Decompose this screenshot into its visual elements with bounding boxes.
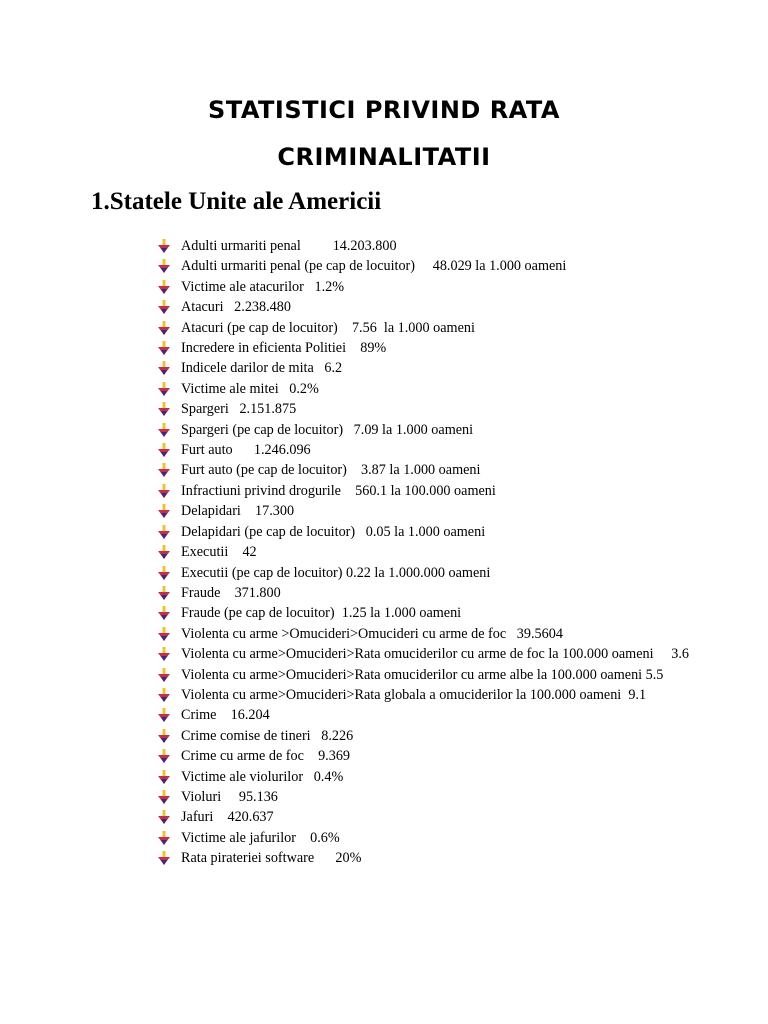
list-item-text: Adulti urmariti penal 14.203.800 [181, 238, 397, 254]
list-item [158, 644, 698, 664]
arrow-down-bullet-icon [158, 831, 170, 845]
list-item-text: Violuri 95.136 [181, 788, 278, 805]
arrow-down-bullet-icon [158, 647, 170, 661]
list-item-text: Victime ale mitei 0.2% [181, 380, 319, 397]
list-item-text: Fraude 371.800 [181, 584, 281, 601]
list-item [158, 460, 698, 480]
arrow-down-bullet-icon [158, 708, 170, 722]
arrow-down-bullet-icon [158, 382, 170, 396]
list-item [158, 440, 698, 460]
list-item [158, 338, 698, 358]
list-item-text: Adulti urmariti penal (pe cap de locuitor) 48.029 la 1.000 oameni [181, 258, 567, 275]
list-item-text: Infractiuni privind drogurile 560.1 la 100.000 oameni [181, 482, 496, 499]
arrow-down-bullet-icon [158, 851, 170, 865]
list-item [158, 828, 698, 848]
list-item-text: Crime comise de tineri 8.226 [181, 727, 354, 744]
arrow-down-bullet-icon [158, 402, 170, 416]
list-item [158, 665, 698, 685]
arrow-down-bullet-icon [158, 463, 170, 477]
list-item-text: Crime 16.204 [181, 707, 270, 724]
list-item [158, 767, 698, 787]
arrow-down-bullet-icon [158, 790, 170, 804]
section-heading: 1.Statele Unite ale Americii [91, 188, 382, 215]
list-item [158, 501, 698, 521]
list-item-text: Crime cu arme de foc 9.369 [181, 748, 351, 765]
list-item [158, 481, 698, 501]
document-title-line-1: STATISTICI PRIVIND RATA [208, 96, 560, 124]
list-item-text: Violenta cu arme>Omucideri>Rata omuciderilor cu arme albe la 100.000 oameni 5.5 [181, 666, 664, 683]
list-item [158, 583, 698, 603]
list-item-text: Jafuri 420.637 [181, 809, 274, 826]
arrow-down-bullet-icon [158, 627, 170, 641]
arrow-down-bullet-icon [158, 668, 170, 682]
document-title-line-2: CRIMINALITATII [277, 143, 491, 171]
list-item-text: Rata pirateriei software 20% [181, 850, 362, 867]
arrow-down-bullet-icon [158, 525, 170, 539]
list-item [158, 297, 698, 317]
arrow-down-bullet-icon [158, 770, 170, 784]
list-item-text: Victime ale violurilor 0.4% [181, 768, 344, 785]
list-item [158, 542, 698, 562]
arrow-down-bullet-icon [158, 586, 170, 600]
list-item [158, 726, 698, 746]
list-item [158, 399, 698, 419]
arrow-down-bullet-icon [158, 484, 170, 498]
list-item [158, 603, 698, 623]
list-item-text: Violenta cu arme>Omucideri>Rata omuciderilor cu arme de foc la 100.000 oameni 3.6 [181, 646, 689, 663]
list-item [158, 522, 698, 542]
arrow-down-bullet-icon [158, 504, 170, 518]
arrow-down-bullet-icon [158, 810, 170, 824]
list-item [158, 563, 698, 583]
list-item-text: Atacuri 2.238.480 [181, 299, 291, 316]
arrow-down-bullet-icon [158, 259, 170, 273]
arrow-down-bullet-icon [158, 729, 170, 743]
list-item [158, 379, 698, 399]
arrow-down-bullet-icon [158, 341, 170, 355]
list-item [158, 848, 698, 868]
arrow-down-bullet-icon [158, 300, 170, 314]
list-item [158, 624, 698, 644]
arrow-down-bullet-icon [158, 280, 170, 294]
list-item-text: Atacuri (pe cap de locuitor) 7.56 la 1.000 oameni [181, 319, 475, 336]
list-item [158, 685, 698, 705]
arrow-down-bullet-icon [158, 423, 170, 437]
arrow-down-bullet-icon [158, 545, 170, 559]
list-item [158, 705, 698, 725]
list-item [158, 277, 698, 297]
list-item-text: Violenta cu arme >Omucideri>Omucideri cu arme de foc 39.5604 [181, 625, 563, 642]
arrow-down-bullet-icon [158, 443, 170, 457]
list-item-text: Spargeri (pe cap de locuitor) 7.09 la 1.000 oameni [181, 421, 474, 438]
arrow-down-bullet-icon [158, 361, 170, 375]
list-item-text: Executii 42 [181, 544, 257, 561]
list-item-text: Incredere in eficienta Politiei 89% [181, 340, 387, 357]
arrow-down-bullet-icon [158, 239, 170, 253]
list-item-text: Delapidari (pe cap de locuitor) 0.05 la 1.000 oameni [181, 523, 486, 540]
list-item-text: Furt auto 1.246.096 [181, 442, 311, 459]
list-item [158, 746, 698, 766]
list-item [158, 256, 698, 276]
arrow-down-bullet-icon [158, 688, 170, 702]
statistics-list [158, 236, 698, 869]
arrow-down-bullet-icon [158, 749, 170, 763]
list-item [158, 420, 698, 440]
list-item-text: Fraude (pe cap de locuitor) 1.25 la 1.000 oameni [181, 605, 462, 622]
list-item [158, 787, 698, 807]
list-item-text: Violenta cu arme>Omucideri>Rata globala a omuciderilor la 100.000 oameni 9.1 [181, 686, 647, 703]
list-item-text: Indicele darilor de mita 6.2 [181, 360, 343, 377]
list-item-text: Spargeri 2.151.875 [181, 401, 297, 418]
list-item-text: Delapidari 17.300 [181, 503, 295, 520]
list-item-text: Executii (pe cap de locuitor) 0.22 la 1.000.000 oameni [181, 564, 491, 581]
list-item [158, 236, 698, 256]
list-item [158, 318, 698, 338]
arrow-down-bullet-icon [158, 321, 170, 335]
list-item-text: Victime ale atacurilor 1.2% [181, 278, 345, 295]
list-item-text: Furt auto (pe cap de locuitor) 3.87 la 1.000 oameni [181, 462, 481, 479]
list-item [158, 807, 698, 827]
list-item [158, 358, 698, 378]
arrow-down-bullet-icon [158, 566, 170, 580]
arrow-down-bullet-icon [158, 606, 170, 620]
list-item-text: Victime ale jafurilor 0.6% [181, 829, 340, 846]
